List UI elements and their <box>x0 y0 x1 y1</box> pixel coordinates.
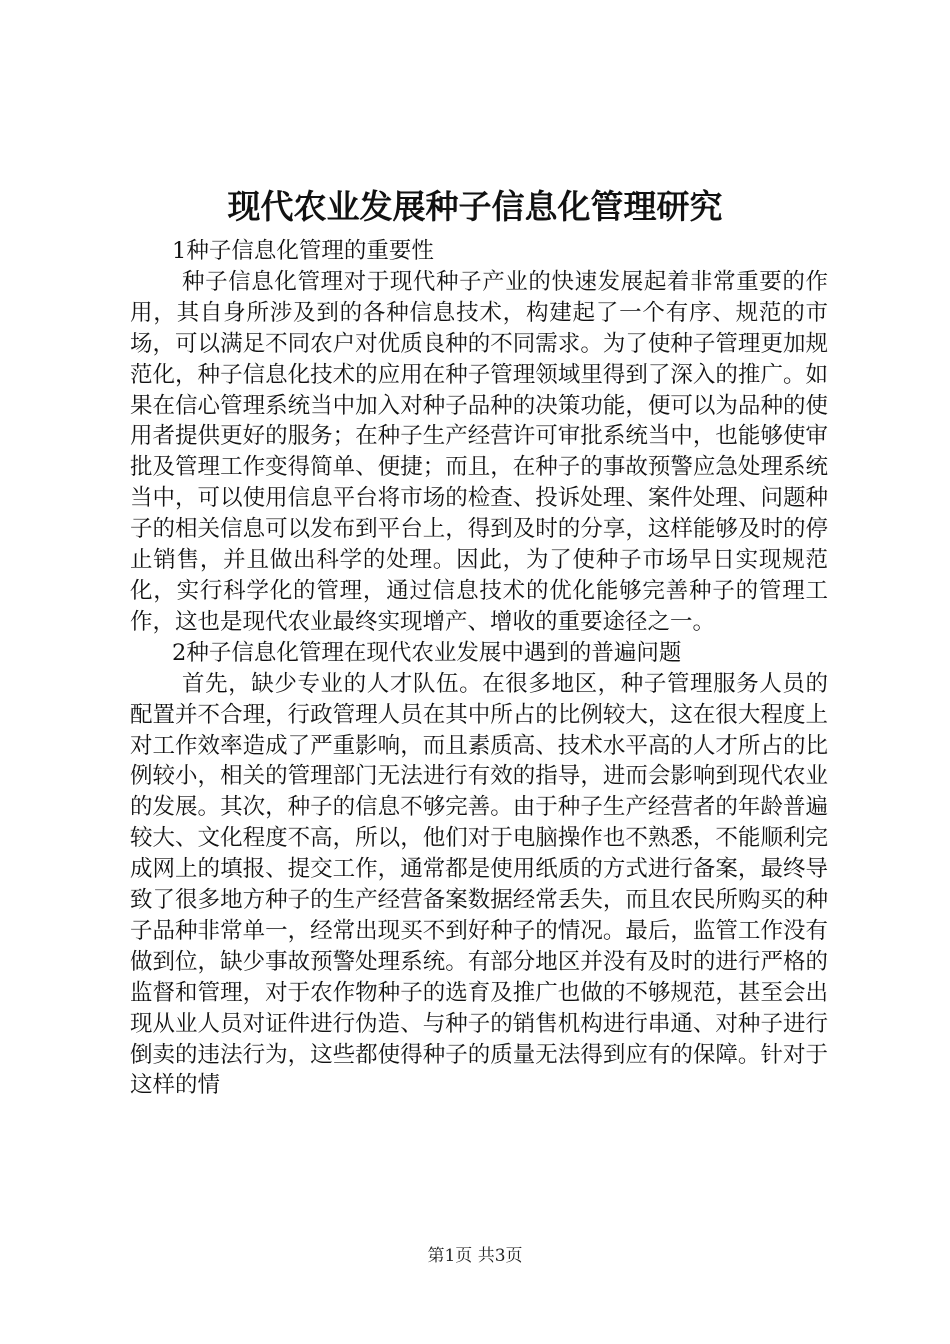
page-footer: 第1页 共3页 <box>427 1246 523 1266</box>
document-body <box>130 236 828 1101</box>
section-heading-2: 2种子信息化管理在现代农业发展中遇到的普遍问题 <box>172 639 682 666</box>
section-heading-1: 1种子信息化管理的重要性 <box>172 238 434 264</box>
document-title: 现代农业发展种子信息化管理研究 <box>227 187 723 226</box>
section-paragraph-2: 首先，缺少专业的人才队伍。在很多地区，种子管理服务人员的配置并不合理，行政管理人员在其中所占的比例较大，这在很大程度上对工作效率造成了严重影响，而且素质高、技术水平高的人才所占的比例较小，相关的管理部门无法进行有效的指导，进而会影响到现代农业的发展。其次，种子的信息不够完善。由于种子生产经营者的年龄普遍较大、文化程度不高，所以，他们对于电脑操作也不熟悉，不能顺利完成网上的填报、提交工作，通常都是使用纸质的方式进行备案，最终导致了很多地方种子的生产经营备案数据经常丢失，而且农民所购买的种子品种非常单一，经常出现买不到好种子的情况。最后，监管工作没有做到位，缺少事故预警处理系统。有部分地区并没有及时的进行严格的监督和管理，对于农作物种子的选育及推广也做的不够规范，甚至会出现从业人员对证件进行伪造、与种子的销售机构进行串通、对种子进行倒卖的违法行为，这些都使得种子的质量无法得到应有的保障。针对于这样的情 <box>130 670 828 1099</box>
section-paragraph-1: 种子信息化管理对于现代种子产业的快速发展起着非常重要的作用，其自身所涉及到的各种信息技术，构建起了一个有序、规范的市场，可以满足不同农户对优质良种的不同需求。为了使种子管理更加规范化，种子信息化技术的应用在种子管理领域里得到了深入的推广。如果在信心管理系统当中加入对种子品种的决策功能，便可以为品种的使用者提供更好的服务；在种子生产经营许可审批系统当中，也能够使审批及管理工作变得简单、便捷；而且，在种子的事故预警应急处理系统当中，可以使用信息平台将市场的检查、投诉处理、案件处理、问题种子的相关信息可以发布到平台上，得到及时的分享，这样能够及时的停止销售，并且做出科学的处理。因此，为了使种子市场早日实现规范化，实行科学化的管理，通过信息技术的优化能够完善种子的管理工作，这也是现代农业最终实现增产、增收的重要途径之一。 <box>130 268 828 635</box>
